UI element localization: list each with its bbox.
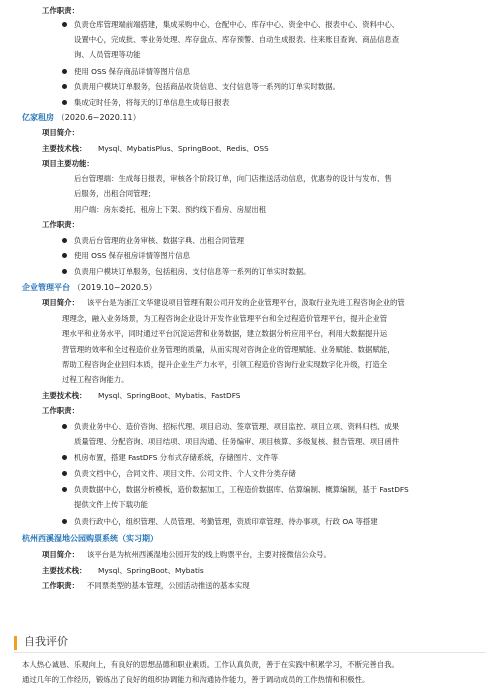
project-name: 亿家租房 <box>22 113 54 122</box>
tech-label: 主要技术栈： <box>42 144 87 153</box>
bullet-icon <box>62 81 71 92</box>
duty-line: 负责数据中心，数据分析模板，造价数据加工，工程造价数据库、估算编制、概算编制，基于 FastDFS <box>74 485 409 494</box>
intro-line: 理理念，融入业务场景，为工程咨询企业设计开发作业管理平台和全过程造价管理平台，提升企业管 <box>62 314 388 323</box>
bullet-icon <box>62 516 71 527</box>
tech-stack: Mysql、SpringBoot、Mybatis <box>98 566 204 575</box>
tech-label: 主要技术栈： <box>42 566 87 575</box>
project-title <box>22 533 158 544</box>
duty-label: 工作职责： <box>42 581 79 590</box>
bullet-icon <box>62 250 71 261</box>
tech-stack: Mysql、SpringBoot、Mybatis、FastDFS <box>98 391 241 400</box>
duty-line: 使用 OSS 保存商品详情等图片信息 <box>74 67 190 76</box>
duty-label: 工作职责： <box>42 6 79 15</box>
bullet-icon <box>62 452 71 463</box>
intro-line: 理水平和业务水平，同时通过平台沉淀运营和业务数据，建立数据分析应用平台，利用大数据提升运 <box>62 329 388 338</box>
bullet-icon <box>62 421 71 432</box>
duty-line: 提供文件上传下载功能 <box>74 500 148 509</box>
intro-label: 项目简介： <box>42 128 79 137</box>
bullet-icon <box>62 266 71 277</box>
duty-line: 负责业务中心、造价咨询、招标代理、项目启动、签章管理、项目监控、项目立项、资料归档、成果 <box>74 422 400 431</box>
project-date: （2020.6~2020.11） <box>56 113 141 122</box>
project-date: （2019.10~2020.5） <box>72 283 157 292</box>
bullet-icon <box>62 97 71 108</box>
duty-line: 不同票类型的基本管理，公园活动推送的基本实现 <box>87 581 250 590</box>
duty-line: 负责用户模块订单服务，包括租房、支付信息等一系列的订单实时数据。 <box>74 267 311 276</box>
project-title <box>22 112 141 123</box>
section-divider <box>14 652 486 653</box>
duty-line: 询、人员管理等功能 <box>74 50 141 59</box>
duty-line: 机房布置，搭建 FastDFS 分布式存储系统，存储图片、文件等 <box>74 453 279 462</box>
intro-label: 项目简介： <box>42 550 79 559</box>
duty-line: 质量管理、分配咨询、项目结项、项目沟通、任务编审、项目核算、多级复核、报告管理、项目函件 <box>74 437 400 446</box>
duty-label: 工作职责： <box>42 406 79 415</box>
project-title <box>22 282 157 293</box>
tech-label: 主要技术栈： <box>42 391 87 400</box>
duty-line: 使用 OSS 保存租房详情等图片信息 <box>74 251 190 260</box>
func-line: 后台管理端：生成每日报表，审核各个阶段订单，向门店推送活动信息，优惠券的设计与发布、售 <box>74 174 392 183</box>
bullet-icon <box>62 66 71 77</box>
func-line: 后服务，出租合同管理； <box>74 189 156 198</box>
intro-line: 该平台是为杭州西溪湿地公园开发的线上购票平台，主要对接微信公众号。 <box>87 550 331 559</box>
func-line: 用户端：房东委托、租房上下架、预约线下看房、房屋出租 <box>74 205 267 214</box>
bullet-icon <box>62 484 71 495</box>
project-name: 杭州西溪湿地公园购票系统（实习期） <box>22 534 158 543</box>
duty-line: 负责后台管理的业务审核、数据字典、出租合同管理 <box>74 236 244 245</box>
self-eval-line: 本人热心诚恳、乐观向上，有良好的思想品德和职业素质。工作认真负责，善于在实践中积累学习，不断完善自我。 <box>22 660 399 669</box>
duty-line: 负责行政中心，组织管理、人员管理、考勤管理，资质印章管理、待办事项，行政 OA 等搭建 <box>74 517 378 526</box>
intro-line: 营管理的效率和全过程造价业务管理的质量，从而实现对咨询企业的管理赋能、业务赋能、数据赋能， <box>62 345 395 354</box>
duty-line: 集成定时任务，将每天的订单信息生成每日报表 <box>74 98 230 107</box>
intro-line: 过程工程咨询能力。 <box>62 375 129 384</box>
duty-line: 负责用户模块订单服务，包括商品收货信息、支付信息等一系列的订单实时数据。 <box>74 82 341 91</box>
tech-stack: Mysql、MybatisPlus、SpringBoot、Redis、OSS <box>98 144 269 153</box>
bullet-icon <box>62 235 71 246</box>
intro-line: 该平台是为浙江文华建设项目管理有限公司开发的企业管理平台，汲取行业先进工程咨询企业的管 <box>87 298 405 307</box>
self-eval-line: 通过几年的工作经历，锻炼出了良好的组织协调能力和沟通协作能力，善于调动成员的工作热情和积极性。 <box>22 675 370 684</box>
duty-line: 设置中心，完成批、零业务处理、库存盘点、库存预警、自动生成报表、往来账目查询、商品信息查 <box>74 35 400 44</box>
intro-line: 帮助工程咨询企业回归本质，提升企业生产力水平，引领工程造价咨询行业实现数字化升级，打造全 <box>62 360 388 369</box>
func-label: 项目主要功能： <box>42 159 94 168</box>
intro-label: 项目简介： <box>42 298 79 307</box>
duty-label: 工作职责： <box>42 220 79 229</box>
duty-line: 负责文档中心，合同文件、项目文件、公司文件、个人文件分类存储 <box>74 469 296 478</box>
bullet-icon <box>62 468 71 479</box>
project-name: 企业管理平台 <box>22 283 70 292</box>
duty-line: 负责仓库管理端前端搭建，集成采购中心、仓配中心、库存中心、资金中心、报表中心、资料中心、 <box>74 20 400 29</box>
section-title-self-evaluation: 自我评价 <box>14 636 68 647</box>
bullet-icon <box>62 19 71 30</box>
